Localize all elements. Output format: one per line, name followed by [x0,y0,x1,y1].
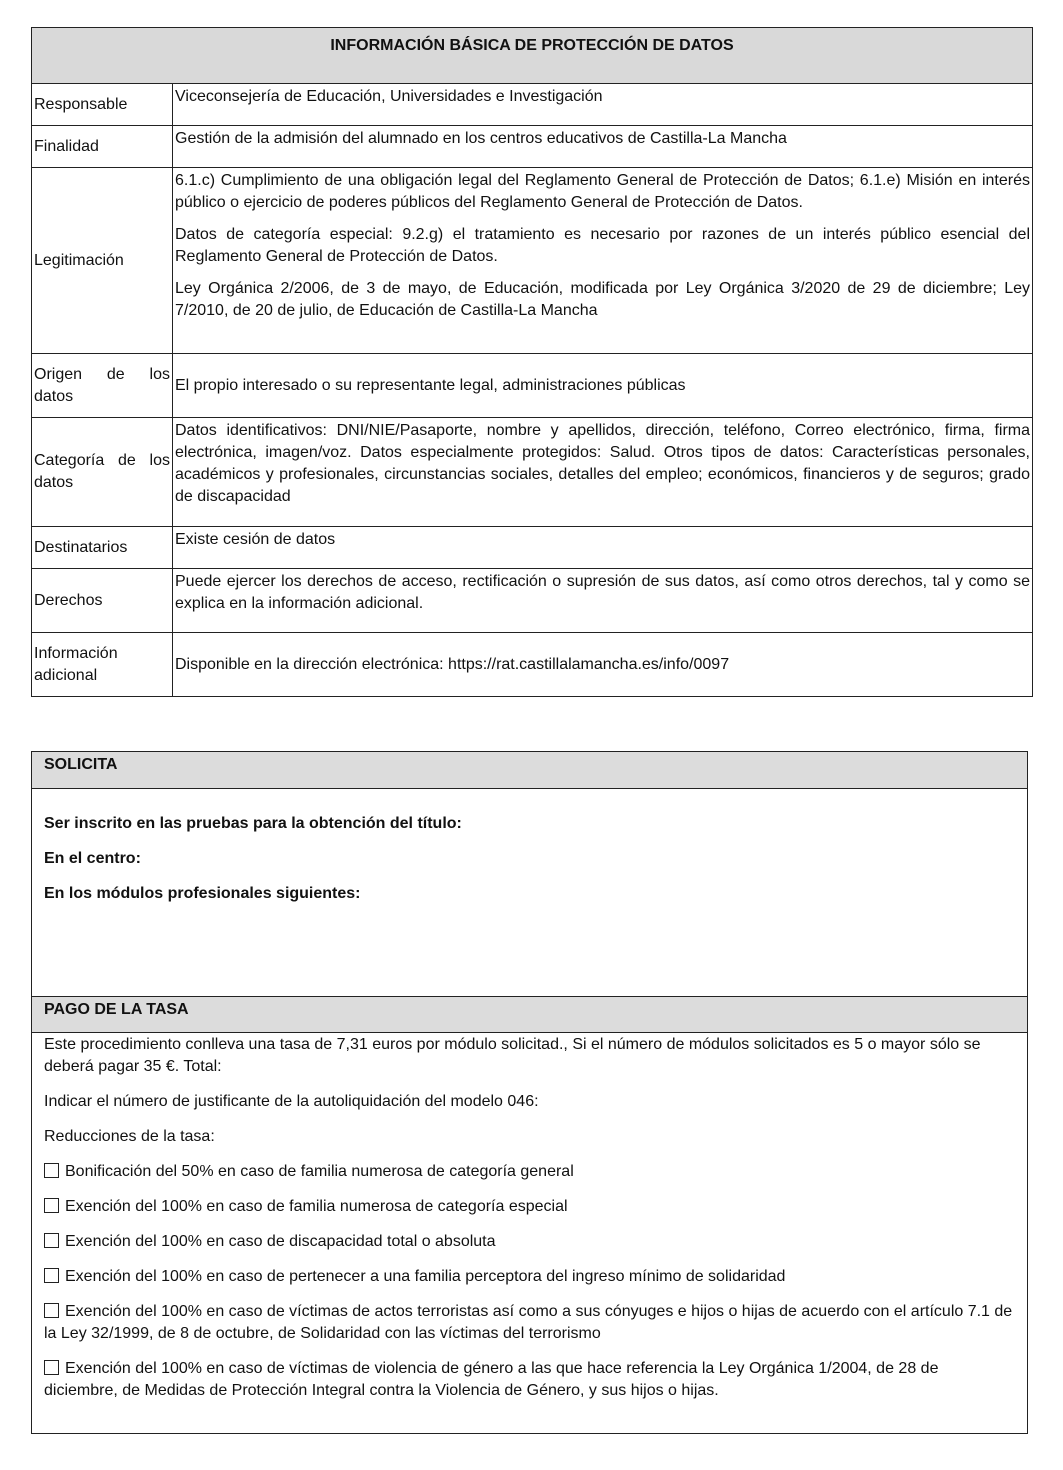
solicita-header: SOLICITA [32,752,1027,789]
legitimacion-paragraph-3: Ley Orgánica 2/2006, de 3 de mayo, de Educación, modificada por Ley Orgánica 3/2020 de 29 de diciembre; Ley 7/2010, de 20 de julio, de Educación de Castilla-La Mancha [175,280,1030,319]
row-label-info-adicional: Información adicional [32,633,173,697]
reduction-option[interactable] [44,1266,1015,1288]
solicita-centro-line: En el centro: [44,850,141,867]
data-protection-table [31,27,1033,697]
checkbox-discapacidad[interactable] [44,1233,59,1248]
row-label-finalidad: Finalidad [32,126,173,168]
checkbox-familia-especial[interactable] [44,1198,59,1213]
pago-header: PAGO DE LA TASA [32,996,1027,1033]
legitimacion-paragraph-1: 6.1.c) Cumplimiento de una obligación legal del Reglamento General de Protección de Datos; 6.1.e) Misión en interés público o ejercicio de poderes públicos del Reglamento General de Protección de Datos. [175,172,1030,211]
row-label-categoria: Categoría de los datos [32,418,173,527]
solicita-title-line: Ser inscrito en las pruebas para la obtención del título: [44,815,462,832]
row-label-derechos: Derechos [32,569,173,633]
option-label: Exención del 100% en caso de víctimas de violencia de género a las que hace referencia la Ley Orgánica 1/2004, de 28 de diciembre, de Medidas de Protección Integral contra la Violencia de Género, y sus hijos o hijas. [44,1360,939,1399]
data-protection-title: INFORMACIÓN BÁSICA DE PROTECCIÓN DE DATOS [32,28,1033,84]
legitimacion-paragraph-2: Datos de categoría especial: 9.2.g) el tratamiento es necesario por razones de un interés público esencial del Reglamento General de Protección de Datos. [175,226,1030,265]
row-label-origen: Origen de los datos [32,354,173,418]
option-label: Bonificación del 50% en caso de familia numerosa de categoría general [65,1163,574,1180]
pago-body [32,1033,1027,1402]
reduction-option[interactable] [44,1161,1015,1183]
reduction-option[interactable] [44,1231,1015,1253]
request-form-box [31,751,1028,1434]
pago-reducciones-label: Reducciones de la tasa: [44,1128,215,1145]
option-label: Exención del 100% en caso de familia numerosa de categoría especial [65,1198,568,1215]
reduction-option[interactable] [44,1358,1015,1402]
option-label: Exención del 100% en caso de víctimas de actos terroristas así como a sus cónyuges e hijos o hijas de acuerdo con el artículo 7.1 de la Ley 32/1999, de 8 de octubre, de Solidaridad con las víctimas del terrorismo [44,1303,1013,1342]
checkbox-bonificacion-50[interactable] [44,1163,59,1178]
option-label: Exención del 100% en caso de pertenecer a una familia perceptora del ingreso mínimo de solidaridad [65,1268,786,1285]
pago-intro: Este procedimiento conlleva una tasa de 7,31 euros por módulo solicitad., Si el número de módulos solicitados es 5 o mayor sólo se deberá pagar 35 €. Total: [44,1036,981,1075]
row-value-info-adicional: Disponible en la dirección electrónica: https://rat.castillalamancha.es/info/0097 [173,633,1033,697]
row-value-destinatarios: Existe cesión de datos [173,527,1033,569]
row-value-responsable: Viceconsejería de Educación, Universidades e Investigación [173,84,1033,126]
checkbox-victimas-terrorismo[interactable] [44,1303,59,1318]
solicita-modulos-line: En los módulos profesionales siguientes: [44,885,361,902]
checkbox-ingreso-minimo[interactable] [44,1268,59,1283]
option-label: Exención del 100% en caso de discapacidad total o absoluta [65,1233,496,1250]
pago-justificante: Indicar el número de justificante de la autoliquidación del modelo 046: [44,1093,539,1110]
row-value-categoria: Datos identificativos: DNI/NIE/Pasaporte, nombre y apellidos, dirección, teléfono, Correo electrónico, firma, firma electrónica, imagen/voz. Datos especialmente protegidos: Salud. Otros tipos de datos: Características personales, académicos y profesionales, circunstancias sociales, detalles del empleo; económicos, financieros y de seguros; grado de discapacidad [173,418,1033,527]
row-value-legitimacion [173,168,1033,354]
solicita-body [32,789,1027,996]
row-label-destinatarios: Destinatarios [32,527,173,569]
checkbox-violencia-genero[interactable] [44,1360,59,1375]
row-value-origen: El propio interesado o su representante legal, administraciones públicas [173,354,1033,418]
row-label-responsable: Responsable [32,84,173,126]
row-value-derechos: Puede ejercer los derechos de acceso, rectificación o supresión de sus datos, así como otros derechos, tal y como se explica en la información adicional. [173,569,1033,633]
row-label-legitimacion: Legitimación [32,168,173,354]
row-value-finalidad: Gestión de la admisión del alumnado en los centros educativos de Castilla-La Mancha [173,126,1033,168]
reduction-option[interactable] [44,1196,1015,1218]
reduction-option[interactable] [44,1301,1015,1345]
